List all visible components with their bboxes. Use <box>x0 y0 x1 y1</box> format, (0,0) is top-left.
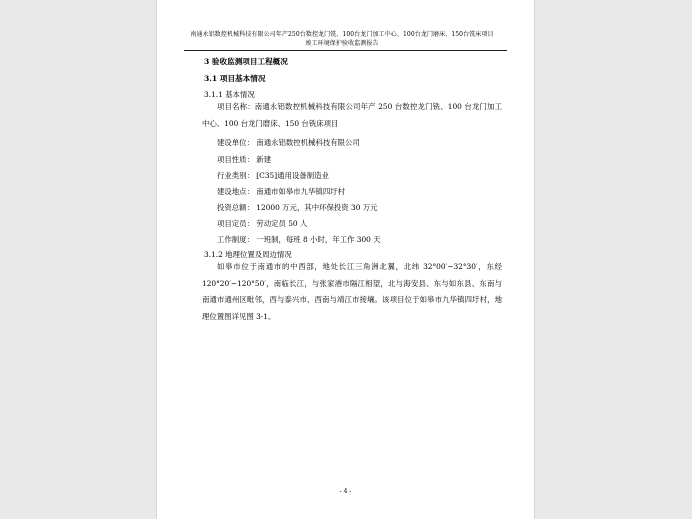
location-line: 建设地点： 南通市如皋市九华镇四圩村 <box>217 187 345 196</box>
staff-line: 项目定员： 劳动定员 50 人 <box>217 219 308 228</box>
document-page <box>157 0 534 519</box>
geo-paragraph: 如皋市位于南通市的中西部，地处长江三角洲北翼，北纬 32°00′~32°30′，东经 120°20′~120°50′，南临长江，与张家港市隔江相望，北与海安县、东与如东县、东南与南通市通州区毗邻，西与泰兴市、西南与靖江市接壤。该项目位于如皋市九华镇四圩村，地理位置图详见图 3-1。 <box>202 262 502 321</box>
page-number: - 4 - <box>339 488 352 495</box>
header-divider <box>184 50 507 51</box>
project-name-paragraph: 项目名称：南通永铝数控机械科技有限公司年产 250 台数控龙门铣、100 台龙门加工中心、100 台龙门磨床、150 台铣床项目 <box>202 102 502 128</box>
builder-line: 建设单位： 南通永铝数控机械科技有限公司 <box>217 138 360 147</box>
page-header <box>187 30 497 48</box>
geo-heading: 3.1.2 地理位置及周边情况 <box>204 250 292 259</box>
subsection-heading: 3.1 项目基本情况 <box>204 74 266 83</box>
basic-info-heading: 3.1.1 基本情况 <box>204 90 255 99</box>
schedule-line: 工作制度： 一班制，每班 8 小时，年工作 300 天 <box>217 235 381 244</box>
nature-line: 项目性质： 新建 <box>217 155 272 164</box>
investment-line: 投资总额： 12000 万元，其中环保投资 30 万元 <box>217 203 378 212</box>
header-title-line2: 竣工环境保护验收监测报告 <box>305 40 379 47</box>
section-heading: 3 验收监测项目工程概况 <box>204 57 288 66</box>
header-title-line1: 南通永铝数控机械科技有限公司年产250台数控龙门铣、100台龙门加工中心、100台龙门磨床、150台铣床项目 <box>190 31 494 38</box>
industry-line: 行业类别： [C35]通用设备制造业 <box>217 171 329 180</box>
